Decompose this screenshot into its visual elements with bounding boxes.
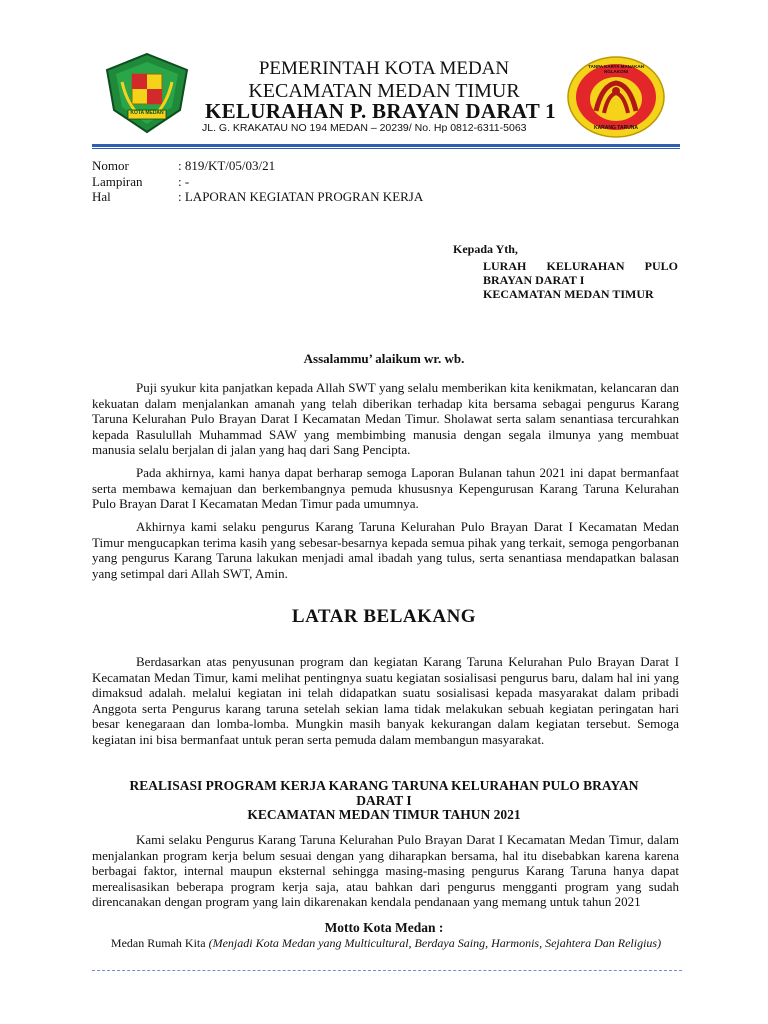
- opening-paragraph-3: Akhirnya kami selaku pengurus Karang Taruna Kelurahan Pulo Brayan Darat I Kecamatan Medan Timur mengucapkan terima kasih yang sebesar-besarnya kepada semua pihak yang terkait, semoga pengorbanan yang pengurus Karang Taruna lakukan menjadi amal ibadah yang tulus, serta senantiasa mendapatkan balasan yang setimpal dari Allah SWT, Amin.: [92, 519, 679, 581]
- motto-text: [88, 936, 684, 950]
- kota-medan-emblem-text: KOTA MEDAN: [130, 110, 164, 116]
- background-heading: LATAR BELAKANG: [291, 606, 477, 627]
- meta-key-subject: Hal: [92, 189, 111, 204]
- letter-meta: [0, 158, 768, 208]
- letterhead-rule-thin: [92, 148, 680, 149]
- meta-value-subject: : LAPORAN KEGIATAN PROGRAN KERJA: [178, 189, 424, 204]
- recipient-line3: KECAMATAN MEDAN TIMUR: [483, 287, 654, 301]
- meta-value-number: : 819/KT/05/03/21: [178, 158, 276, 173]
- footer-divider: [92, 970, 682, 971]
- recipient-line2: BRAYAN DARAT I: [483, 273, 585, 287]
- letterhead-village: KELURAHAN P. BRAYAN DARAT 1: [205, 99, 556, 123]
- motto-italic: (Menjadi Kota Medan yang Multicultural, Berdaya Saing, Harmonis, Sejahtera Dan Religius): [208, 936, 662, 950]
- realization-heading-line2: DARAT I: [356, 793, 412, 808]
- motto-heading: Motto Kota Medan :: [324, 920, 444, 935]
- opening-paragraph-2: Pada akhirnya, kami hanya dapat berharap semoga Laporan Bulanan tahun 2021 ini dapat bermanfaat serta membawa kemajuan dan berkembangnya pemuda khususnya Kepengurusan Karang Taruna Kelurahan Pulo Brayan Darat I Kecamatan Medan Timur pada umumnya.: [92, 465, 679, 512]
- letterhead-rule-thick: [92, 144, 680, 147]
- salutation: Assalammu’ alaikum wr. wb.: [303, 351, 465, 366]
- motto-plain: Medan Rumah Kita: [110, 936, 209, 950]
- letterhead-government: PEMERINTAH KOTA MEDAN: [258, 58, 510, 79]
- meta-key-number: Nomor: [92, 158, 129, 173]
- realization-heading-line3: KECAMATAN MEDAN TIMUR TAHUN 2021: [247, 807, 521, 822]
- background-paragraph: Berdasarkan atas penyusunan program dan kegiatan Karang Taruna Kelurahan Pulo Brayan Darat I Kecamatan Medan Timur, kami melihat pentingnya suatu kegiatan sosialisasi pengurus baru, dalam hal ini yang dimaksud adalah. melalui kegiatan ini telah didapatkan suatu sosialisasi kepada masyarakat dalam pribadi Anggota serta Pengurus karang taruna setelah sekian lama tidak melakukan sebuah kegiatan peringatan hari besar kenegaraan dan lomba-lomba. Mungkin masih banyak kekurangan dalam kegiatan tersebut. Semoga kegiatan ini bisa bermanfaat untuk peran serta pemuda dalam membangun masyarakat.: [92, 654, 679, 747]
- realization-paragraph: Kami selaku Pengurus Karang Taruna Kelurahan Pulo Brayan Darat I Kecamatan Medan Timur, dalam menjalankan program kerja belum sesuai dengan yang diharapkan bersama, hal itu disebabkan karena karena berbagai faktor, internal maupun eksternal sehingga masing-masing pengurus Karang Taruna hanya dapat merealisasikan beberapa program kerja saja, atau bahkan dari pengurus mengganti program yang sudah direncanakan dengan program yang lain dikarenakan kendala pendanaan yang memang untuk tahun 2021: [92, 832, 679, 910]
- opening-paragraph-1: Puji syukur kita panjatkan kepada Allah SWT yang selalu memberikan kita kenikmatan, kelancaran dan kekuatan dalam menjalankan amanah yang telah diberikan terhadap kita bersama sebagai pengurus Karang Taruna Kelurahan Pulo Brayan Darat I Kecamatan Medan Timur. Sholawat serta salam senantiasa tercurahkan kepada Rasulullah Muhammad SAW yang membimbing manusia dengan segala ilmunya yang membuat manusia selalu berjalan di jalan yang haq dari Sang Pencipta.: [92, 380, 679, 458]
- letterhead-district: KECAMATAN MEDAN TIMUR: [248, 80, 520, 102]
- karang-taruna-motto-text: TANPA KARYA MANAKAH NGLAKONI: [588, 64, 644, 74]
- meta-key-attachment: Lampiran: [92, 174, 143, 189]
- meta-value-attachment: : -: [178, 174, 190, 189]
- karang-taruna-name-text: KARANG TARUNA: [593, 125, 639, 131]
- letterhead-address: JL. G. KRAKATAU NO 194 MEDAN – 20239/ No. Hp 0812-6311-5063: [202, 122, 527, 134]
- recipient-greeting: Kepada Yth,: [453, 242, 518, 256]
- recipient-line1: LURAH KELURAHAN PULO: [483, 259, 678, 273]
- realization-heading-line1: REALISASI PROGRAM KERJA KARANG TARUNA KELURAHAN PULO BRAYAN: [129, 778, 639, 793]
